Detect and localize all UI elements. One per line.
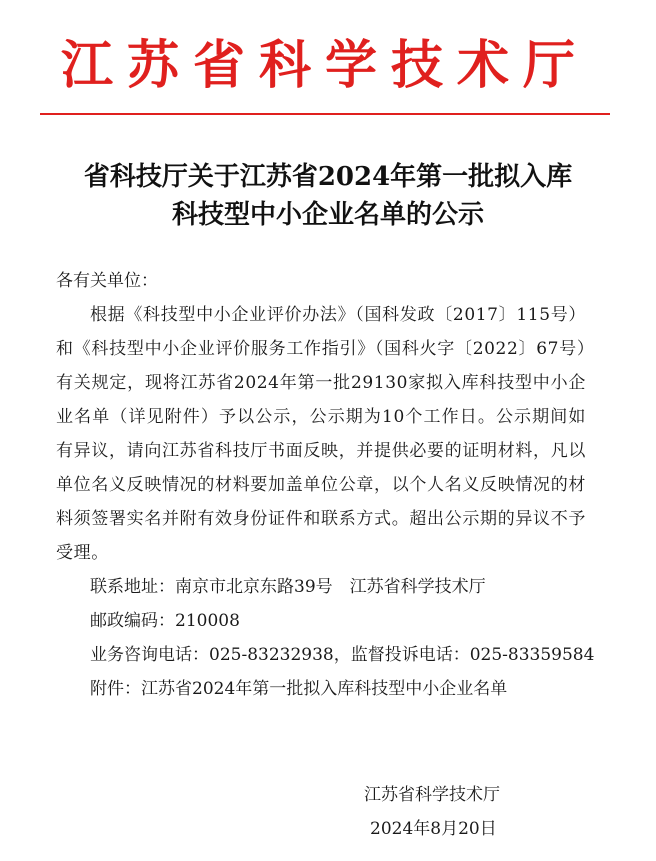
masthead-title: 江苏省科学技术厅: [60, 35, 589, 96]
document-title-line-1: 省科技厅关于江苏省2024年第一批拟入库: [83, 162, 573, 192]
document-body: [56, 264, 595, 706]
salutation: 各有关单位：: [56, 271, 158, 291]
signature-block: [364, 778, 564, 846]
contact-phones: 业务咨询电话：025-83232938，监督投诉电话：025-83359584: [90, 645, 595, 665]
document-title: [20, 158, 636, 234]
issue-date: 2024年8月20日: [370, 819, 497, 839]
contact-address: 联系地址：南京市北京东路39号 江苏省科学技术厅: [90, 577, 486, 597]
issuer-name: 江苏省科学技术厅: [364, 785, 500, 805]
main-paragraph: 根据《科技型中小企业评价办法》（国科发政〔2017〕115号）和《科技型中小企业评价服务工作指引》（国科火字〔2022〕67号）有关规定，现将江苏省2024年第一批29130家拟入库科技型中小企业名单（详见附件）予以公示，公示期为10个工作日。公示期间如有异议，请向江苏省科技厅书面反映，并提供必要的证明材料，凡以单位名义反映情况的材料要加盖单位公章，以个人名义反映情况的材料须签署实名并附有效身份证件和联系方式。超出公示期的异议不予受理。: [56, 305, 586, 563]
attachment-line: 附件：江苏省2024年第一批拟入库科技型中小企业名单: [90, 679, 508, 699]
document-title-line-2: 科技型中小企业名单的公示: [171, 200, 484, 230]
postal-code: 邮政编码：210008: [90, 611, 240, 631]
masthead-red-rule: [40, 113, 610, 115]
